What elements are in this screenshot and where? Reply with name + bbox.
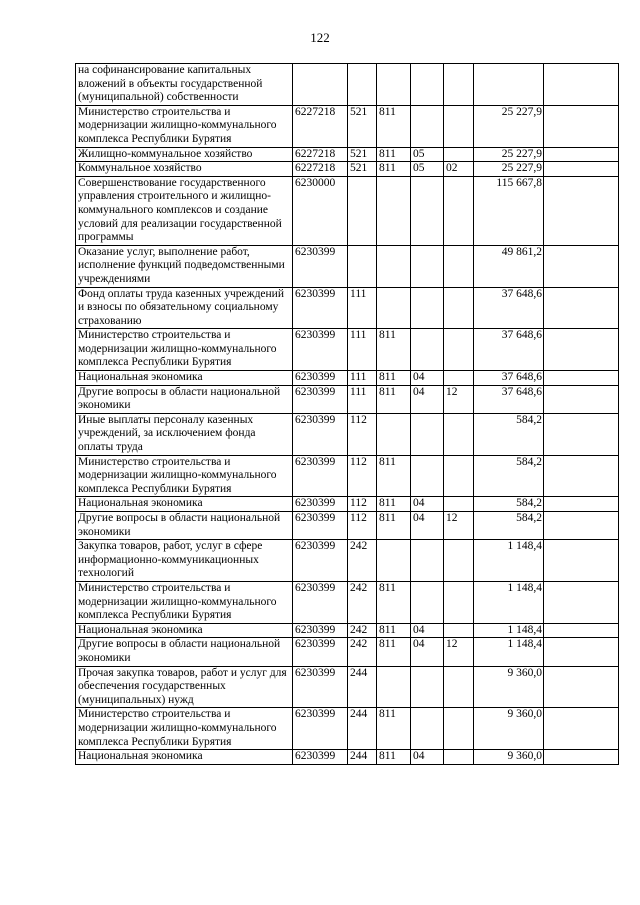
table-row <box>76 105 619 147</box>
row-expense-type: 111 <box>348 287 377 329</box>
row-subsection <box>444 750 474 765</box>
row-grbs-code: 811 <box>377 638 411 666</box>
row-expense-type: 112 <box>348 512 377 540</box>
row-expense-type <box>348 64 377 106</box>
row-section <box>411 666 444 708</box>
row-section: 05 <box>411 162 444 177</box>
row-subsection <box>444 581 474 623</box>
row-csr-code: 6230399 <box>293 540 348 582</box>
row-csr-code: 6227218 <box>293 162 348 177</box>
row-empty-cell <box>544 750 619 765</box>
row-sum: 1 148,4 <box>474 623 544 638</box>
budget-table <box>75 63 619 765</box>
row-section <box>411 287 444 329</box>
row-subsection <box>444 245 474 287</box>
row-grbs-code: 811 <box>377 162 411 177</box>
row-grbs-code <box>377 540 411 582</box>
row-expense-type: 244 <box>348 750 377 765</box>
row-sum: 1 148,4 <box>474 581 544 623</box>
row-expense-type: 242 <box>348 540 377 582</box>
row-sum: 9 360,0 <box>474 708 544 750</box>
row-name: Другие вопросы в области национальной экономики <box>76 638 293 666</box>
table-row <box>76 540 619 582</box>
row-subsection <box>444 540 474 582</box>
row-section <box>411 708 444 750</box>
row-empty-cell <box>544 540 619 582</box>
row-name: Национальная экономика <box>76 497 293 512</box>
row-expense-type <box>348 176 377 245</box>
row-empty-cell <box>544 638 619 666</box>
row-grbs-code <box>377 666 411 708</box>
table-row <box>76 245 619 287</box>
page-number: 122 <box>310 30 330 45</box>
table-row <box>76 64 619 106</box>
row-empty-cell <box>544 147 619 162</box>
row-expense-type <box>348 245 377 287</box>
row-sum: 25 227,9 <box>474 105 544 147</box>
row-expense-type: 521 <box>348 162 377 177</box>
row-grbs-code: 811 <box>377 385 411 413</box>
row-empty-cell <box>544 708 619 750</box>
table-row <box>76 176 619 245</box>
table-row <box>76 287 619 329</box>
row-name: Министерство строительства и модернизации жилищно-коммунального комплекса Республики Бурятия <box>76 329 293 371</box>
row-subsection <box>444 497 474 512</box>
row-name: Прочая закупка товаров, работ и услуг для обеспечения государственных (муниципальных) нужд <box>76 666 293 708</box>
row-name: Национальная экономика <box>76 623 293 638</box>
row-grbs-code: 811 <box>377 455 411 497</box>
table-row <box>76 147 619 162</box>
row-section: 04 <box>411 638 444 666</box>
row-section: 04 <box>411 750 444 765</box>
row-csr-code: 6230399 <box>293 497 348 512</box>
row-empty-cell <box>544 245 619 287</box>
budget-table-body <box>76 64 619 765</box>
row-grbs-code: 811 <box>377 623 411 638</box>
row-section <box>411 540 444 582</box>
row-section: 05 <box>411 147 444 162</box>
table-row <box>76 666 619 708</box>
row-subsection <box>444 666 474 708</box>
row-empty-cell <box>544 581 619 623</box>
row-sum: 37 648,6 <box>474 371 544 386</box>
row-subsection: 02 <box>444 162 474 177</box>
row-grbs-code: 811 <box>377 708 411 750</box>
row-section <box>411 105 444 147</box>
row-name: Фонд оплаты труда казенных учреждений и взносы по обязательному социальному страхованию <box>76 287 293 329</box>
row-sum: 37 648,6 <box>474 287 544 329</box>
row-section: 04 <box>411 623 444 638</box>
row-empty-cell <box>544 162 619 177</box>
row-name: Жилищно-коммунальное хозяйство <box>76 147 293 162</box>
row-csr-code: 6230399 <box>293 708 348 750</box>
row-empty-cell <box>544 512 619 540</box>
row-expense-type: 244 <box>348 666 377 708</box>
row-csr-code <box>293 64 348 106</box>
table-row <box>76 750 619 765</box>
row-section: 04 <box>411 512 444 540</box>
row-expense-type: 521 <box>348 105 377 147</box>
row-grbs-code <box>377 64 411 106</box>
row-grbs-code: 811 <box>377 497 411 512</box>
row-grbs-code: 811 <box>377 750 411 765</box>
row-expense-type: 111 <box>348 371 377 386</box>
table-row <box>76 497 619 512</box>
table-row <box>76 385 619 413</box>
row-name: Коммунальное хозяйство <box>76 162 293 177</box>
row-csr-code: 6230399 <box>293 455 348 497</box>
row-subsection: 12 <box>444 385 474 413</box>
row-sum: 1 148,4 <box>474 540 544 582</box>
row-subsection: 12 <box>444 512 474 540</box>
row-expense-type: 112 <box>348 497 377 512</box>
row-empty-cell <box>544 176 619 245</box>
row-expense-type: 111 <box>348 385 377 413</box>
row-subsection <box>444 371 474 386</box>
row-subsection <box>444 287 474 329</box>
row-csr-code: 6230399 <box>293 512 348 540</box>
row-sum: 49 861,2 <box>474 245 544 287</box>
row-empty-cell <box>544 329 619 371</box>
row-empty-cell <box>544 497 619 512</box>
row-name: Закупка товаров, работ, услуг в сфере информационно-коммуникационных технологий <box>76 540 293 582</box>
row-name: Национальная экономика <box>76 371 293 386</box>
table-row <box>76 708 619 750</box>
row-section <box>411 581 444 623</box>
row-grbs-code: 811 <box>377 371 411 386</box>
table-row <box>76 455 619 497</box>
row-empty-cell <box>544 623 619 638</box>
row-subsection: 12 <box>444 638 474 666</box>
row-section <box>411 64 444 106</box>
row-subsection <box>444 329 474 371</box>
row-subsection <box>444 455 474 497</box>
row-subsection <box>444 147 474 162</box>
row-name: на софинансирование капитальных вложений в объекты государственной (муниципальной) собственности <box>76 64 293 106</box>
row-expense-type: 111 <box>348 329 377 371</box>
row-sum: 9 360,0 <box>474 750 544 765</box>
row-name: Министерство строительства и модернизации жилищно-коммунального комплекса Республики Бурятия <box>76 105 293 147</box>
row-csr-code: 6230399 <box>293 623 348 638</box>
row-sum: 115 667,8 <box>474 176 544 245</box>
row-expense-type: 112 <box>348 413 377 455</box>
row-grbs-code <box>377 413 411 455</box>
row-section: 04 <box>411 497 444 512</box>
row-empty-cell <box>544 413 619 455</box>
table-row <box>76 581 619 623</box>
row-name: Иные выплаты персоналу казенных учреждений, за исключением фонда оплаты труда <box>76 413 293 455</box>
row-sum: 37 648,6 <box>474 329 544 371</box>
row-csr-code: 6230399 <box>293 666 348 708</box>
row-empty-cell <box>544 371 619 386</box>
row-section: 04 <box>411 385 444 413</box>
row-csr-code: 6230399 <box>293 245 348 287</box>
row-grbs-code: 811 <box>377 147 411 162</box>
row-name: Другие вопросы в области национальной экономики <box>76 385 293 413</box>
row-expense-type: 112 <box>348 455 377 497</box>
row-empty-cell <box>544 105 619 147</box>
row-grbs-code <box>377 287 411 329</box>
table-row <box>76 638 619 666</box>
row-csr-code: 6230399 <box>293 287 348 329</box>
table-row <box>76 413 619 455</box>
row-section <box>411 413 444 455</box>
row-csr-code: 6230399 <box>293 581 348 623</box>
row-grbs-code: 811 <box>377 105 411 147</box>
row-sum: 584,2 <box>474 455 544 497</box>
row-name: Оказание услуг, выполнение работ, исполнение функций подведомственными учреждениями <box>76 245 293 287</box>
row-csr-code: 6230399 <box>293 329 348 371</box>
row-sum: 584,2 <box>474 512 544 540</box>
row-csr-code: 6230399 <box>293 638 348 666</box>
row-sum: 25 227,9 <box>474 162 544 177</box>
row-sum <box>474 64 544 106</box>
row-name: Министерство строительства и модернизации жилищно-коммунального комплекса Республики Бурятия <box>76 708 293 750</box>
table-row <box>76 623 619 638</box>
row-csr-code: 6230399 <box>293 371 348 386</box>
row-expense-type: 242 <box>348 638 377 666</box>
row-subsection <box>444 64 474 106</box>
row-empty-cell <box>544 455 619 497</box>
row-grbs-code: 811 <box>377 581 411 623</box>
row-empty-cell <box>544 385 619 413</box>
row-expense-type: 242 <box>348 581 377 623</box>
table-row <box>76 371 619 386</box>
row-csr-code: 6230399 <box>293 750 348 765</box>
row-name: Министерство строительства и модернизации жилищно-коммунального комплекса Республики Бурятия <box>76 455 293 497</box>
row-empty-cell <box>544 666 619 708</box>
row-sum: 584,2 <box>474 413 544 455</box>
row-section <box>411 245 444 287</box>
row-name: Министерство строительства и модернизации жилищно-коммунального комплекса Республики Бурятия <box>76 581 293 623</box>
row-sum: 9 360,0 <box>474 666 544 708</box>
row-empty-cell <box>544 64 619 106</box>
row-csr-code: 6227218 <box>293 105 348 147</box>
table-row <box>76 329 619 371</box>
row-sum: 1 148,4 <box>474 638 544 666</box>
row-section: 04 <box>411 371 444 386</box>
row-grbs-code: 811 <box>377 512 411 540</box>
row-sum: 37 648,6 <box>474 385 544 413</box>
row-section <box>411 176 444 245</box>
table-row <box>76 162 619 177</box>
row-empty-cell <box>544 287 619 329</box>
row-section <box>411 329 444 371</box>
row-csr-code: 6230000 <box>293 176 348 245</box>
row-grbs-code <box>377 245 411 287</box>
row-csr-code: 6230399 <box>293 413 348 455</box>
row-grbs-code <box>377 176 411 245</box>
row-csr-code: 6227218 <box>293 147 348 162</box>
row-subsection <box>444 708 474 750</box>
row-sum: 584,2 <box>474 497 544 512</box>
row-subsection <box>444 413 474 455</box>
row-name: Совершенствование государственного управления строительного и жилищно-коммунального комплексов и создание условий для реализации государственной программы <box>76 176 293 245</box>
row-sum: 25 227,9 <box>474 147 544 162</box>
row-subsection <box>444 176 474 245</box>
row-expense-type: 242 <box>348 623 377 638</box>
row-grbs-code: 811 <box>377 329 411 371</box>
row-name: Национальная экономика <box>76 750 293 765</box>
row-subsection <box>444 623 474 638</box>
table-row <box>76 512 619 540</box>
row-section <box>411 455 444 497</box>
row-name: Другие вопросы в области национальной экономики <box>76 512 293 540</box>
row-subsection <box>444 105 474 147</box>
row-expense-type: 244 <box>348 708 377 750</box>
row-csr-code: 6230399 <box>293 385 348 413</box>
row-expense-type: 521 <box>348 147 377 162</box>
